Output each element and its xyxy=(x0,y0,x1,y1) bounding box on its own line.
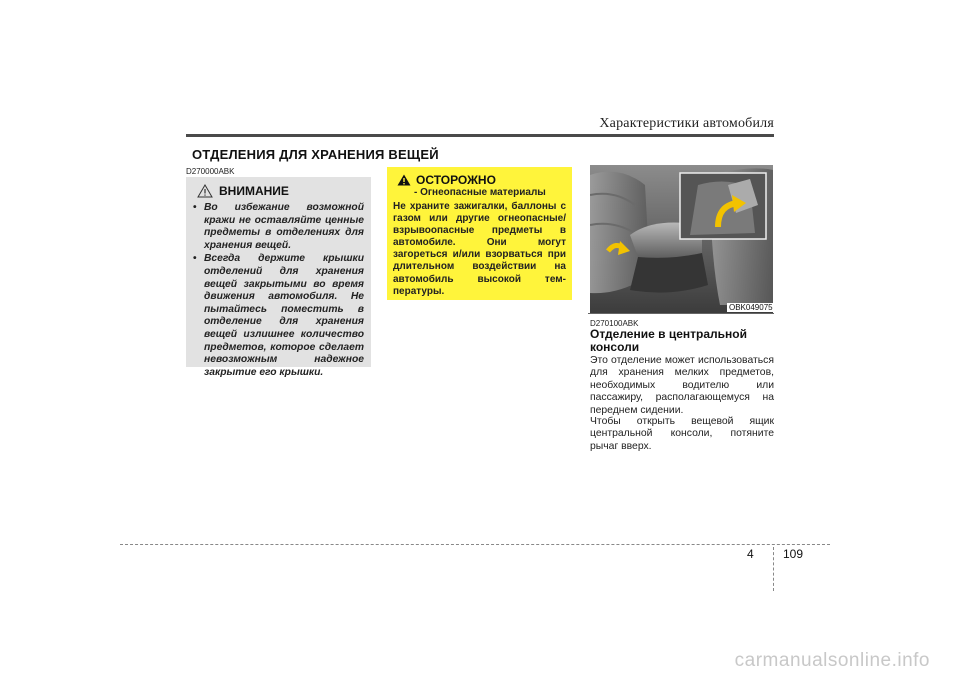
section-code: D270000ABK xyxy=(186,167,235,176)
figure-rule xyxy=(588,313,774,314)
console-paragraph: Чтобы открыть вещевой ящик центральной консоли, потяните рычаг вверх. xyxy=(590,416,774,452)
chapter-title: Характеристики автомобиля xyxy=(599,116,774,131)
bullet: • xyxy=(193,253,197,265)
warning-text: Не храните зажигалки, баллоны с газом или другие огнеопасные/ взрывоопасные предметы в автомобиле. Они могут загореться и/или взорваться при длительном воздействии на автомобиль высокой тем- пературы. xyxy=(393,201,566,297)
warning-subtitle: - Огнеопасные материалы xyxy=(414,187,546,198)
caution-item-text: Во избежание возможной кражи не оставляйте ценные предметы в отделениях для хранения вещей. xyxy=(204,202,364,251)
console-title: Отделение в центральной консоли xyxy=(590,327,747,354)
warning-title: ОСТОРОЖНО xyxy=(416,173,496,187)
figure-id: OBK049075 xyxy=(729,303,773,312)
console-illustration xyxy=(590,165,773,313)
page-chapter: 4 xyxy=(747,547,754,561)
caution-box xyxy=(186,177,371,378)
caution-item-text: Всегда держите крышки отделений для хранения вещей закрытыми во время движения автомобиля. Не пытайтесь поместить в отделение для хранения вещей излишнее количество предметов, которое сделает невозможным надежное закрытие его крышки. xyxy=(204,253,364,378)
warning-box xyxy=(387,167,572,300)
console-code: D270100ABK xyxy=(590,319,639,328)
watermark xyxy=(0,650,960,672)
caution-icon xyxy=(197,184,213,198)
footer-divider xyxy=(773,547,774,591)
console-photo xyxy=(590,165,773,313)
header-rule xyxy=(186,134,774,137)
caution-list xyxy=(193,202,364,380)
watermark-text: carmanualsonline.info xyxy=(734,650,930,671)
warning-icon xyxy=(397,174,411,186)
bullet: • xyxy=(193,202,197,213)
caution-item xyxy=(193,202,364,252)
caution-header xyxy=(197,184,289,198)
footer-rule xyxy=(120,544,830,545)
warning-header xyxy=(397,173,496,187)
caution-item xyxy=(193,253,364,379)
page-number: 109 xyxy=(783,547,804,561)
console-paragraph: Это отделение может использоваться для хранения мелких предметов, необходимых водителю или пассажиру, располагающемуся на переднем сидении. xyxy=(590,355,774,416)
caution-title: ВНИМАНИЕ xyxy=(219,184,289,198)
section-title: ОТДЕЛЕНИЯ ДЛЯ ХРАНЕНИЯ ВЕЩЕЙ xyxy=(192,147,439,162)
